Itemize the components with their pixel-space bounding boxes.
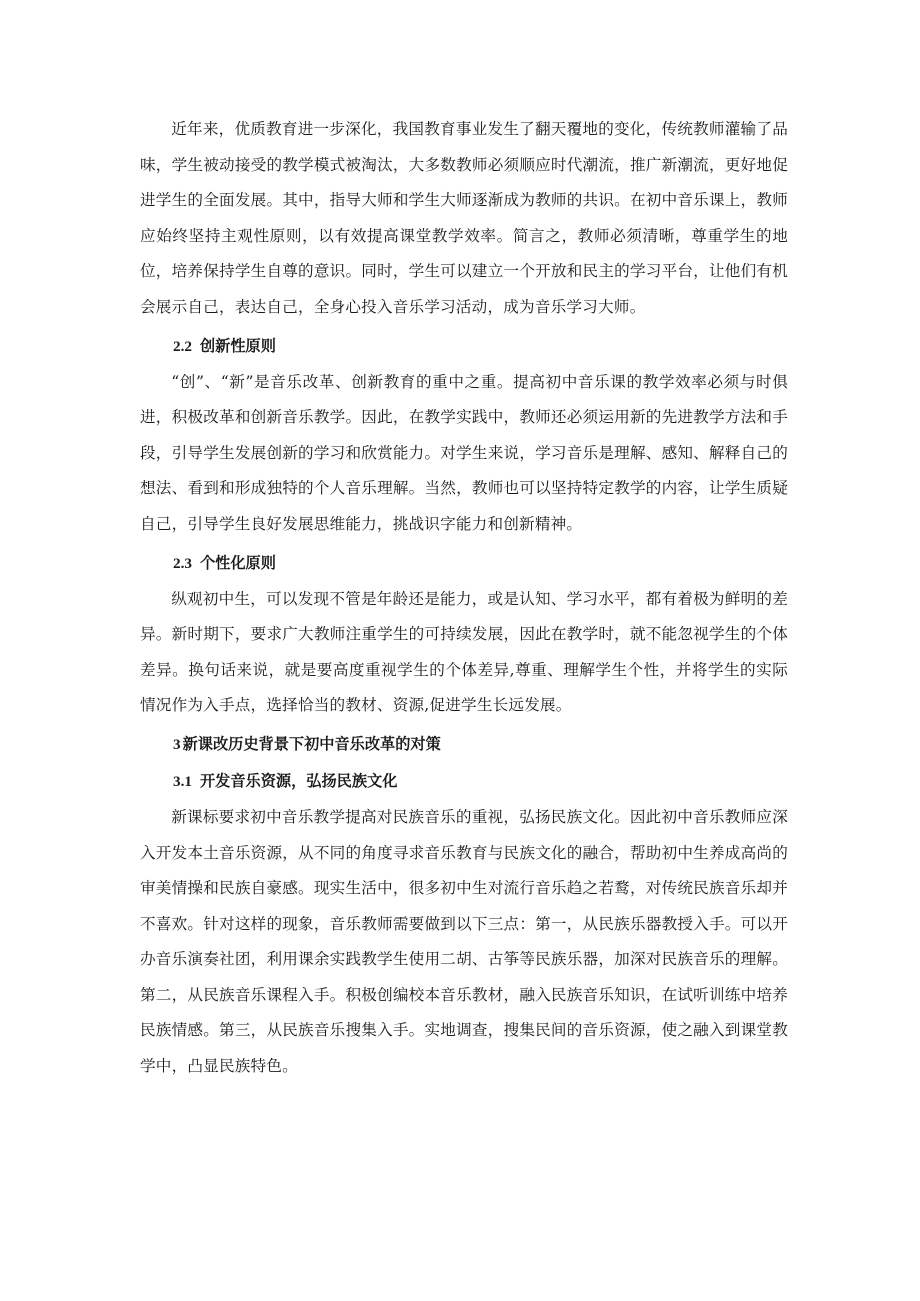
document-body xyxy=(140,112,788,1085)
section-title: 创新性原则 xyxy=(199,336,276,355)
paragraph-personalization-principle: 纵观初中生，可以发现不管是年龄还是能力，或是认知、学习水平，都有着极为鲜明的差异。新时期下，要求广大教师注重学生的可持续发展，因此在教学时，就不能忽视学生的个体差异。换句话来说，就是要高度重视学生的个体差异,尊重、理解学生个性，并将学生的实际情况作为入手点，选择恰当的教材、资源,促进学生长远发展。 xyxy=(140,589,788,715)
section-heading-2-2 xyxy=(140,328,788,365)
section-heading-3-1 xyxy=(140,763,788,800)
section-title: 开发音乐资源，弘扬民族文化 xyxy=(199,771,398,790)
section-title: 新课改历史背景下初中音乐改革的对策 xyxy=(182,734,441,753)
paragraph-music-resources: 新课标要求初中音乐教学提高对民族音乐的重视，弘扬民族文化。因此初中音乐教师应深入开发本土音乐资源，从不同的角度寻求音乐教育与民族文化的融合，帮助初中生养成高尚的审美情操和民族自豪感。现实生活中，很多初中生对流行音乐趋之若鹜，对传统民族音乐却并不喜欢。针对这样的现象，音乐教师需要做到以下三点：第一，从民族乐器教授入手。可以开办音乐演奏社团，利用课余实践教学生使用二胡、古筝等民族乐器，加深对民族音乐的理解。第二，从民族音乐课程入手。积极创编校本音乐教材，融入民族音乐知识，在试听训练中培养民族情感。第三，从民族音乐搜集入手。实地调查，搜集民间的音乐资源，使之融入到课堂教学中，凸显民族特色。 xyxy=(140,807,788,1076)
paragraph-subjectivity-principle: 近年来，优质教育进一步深化，我国教育事业发生了翻天覆地的变化，传统教师灌输了品味，学生被动接受的教学模式被淘汰，大多数教师必须顺应时代潮流，推广新潮流，更好地促进学生的全面发展。其中，指导大师和学生大师逐渐成为教师的共识。在初中音乐课上，教师应始终坚持主观性原则，以有效提高课堂教学效率。简言之，教师必须清晰，尊重学生的地位，培养保持学生自尊的意识。同时，学生可以建立一个开放和民主的学习平台，让他们有机会展示自己，表达自己，全身心投入音乐学习活动，成为音乐学习大师。 xyxy=(140,120,788,316)
section-number: 3.1 xyxy=(173,772,192,790)
section-title: 个性化原则 xyxy=(199,553,276,572)
section-number: 3 xyxy=(173,735,181,753)
section-number: 2.2 xyxy=(173,337,192,355)
paragraph-innovation-principle: “创”、“新”是音乐改革、创新教育的重中之重。提高初中音乐课的教学效率必须与时俱进，积极改革和创新音乐教学。因此，在教学实践中，教师还必须运用新的先进教学方法和手段，引导学生发展创新的学习和欣赏能力。对学生来说，学习音乐是理解、感知、解释自己的想法、看到和形成独特的个人音乐理解。当然，教师也可以坚持特定教学的内容，让学生质疑自己，引导学生良好发展思维能力，挑战识字能力和创新精神。 xyxy=(140,372,788,533)
section-number: 2.3 xyxy=(173,554,192,572)
section-heading-2-3 xyxy=(140,545,788,582)
section-heading-3 xyxy=(140,726,788,763)
